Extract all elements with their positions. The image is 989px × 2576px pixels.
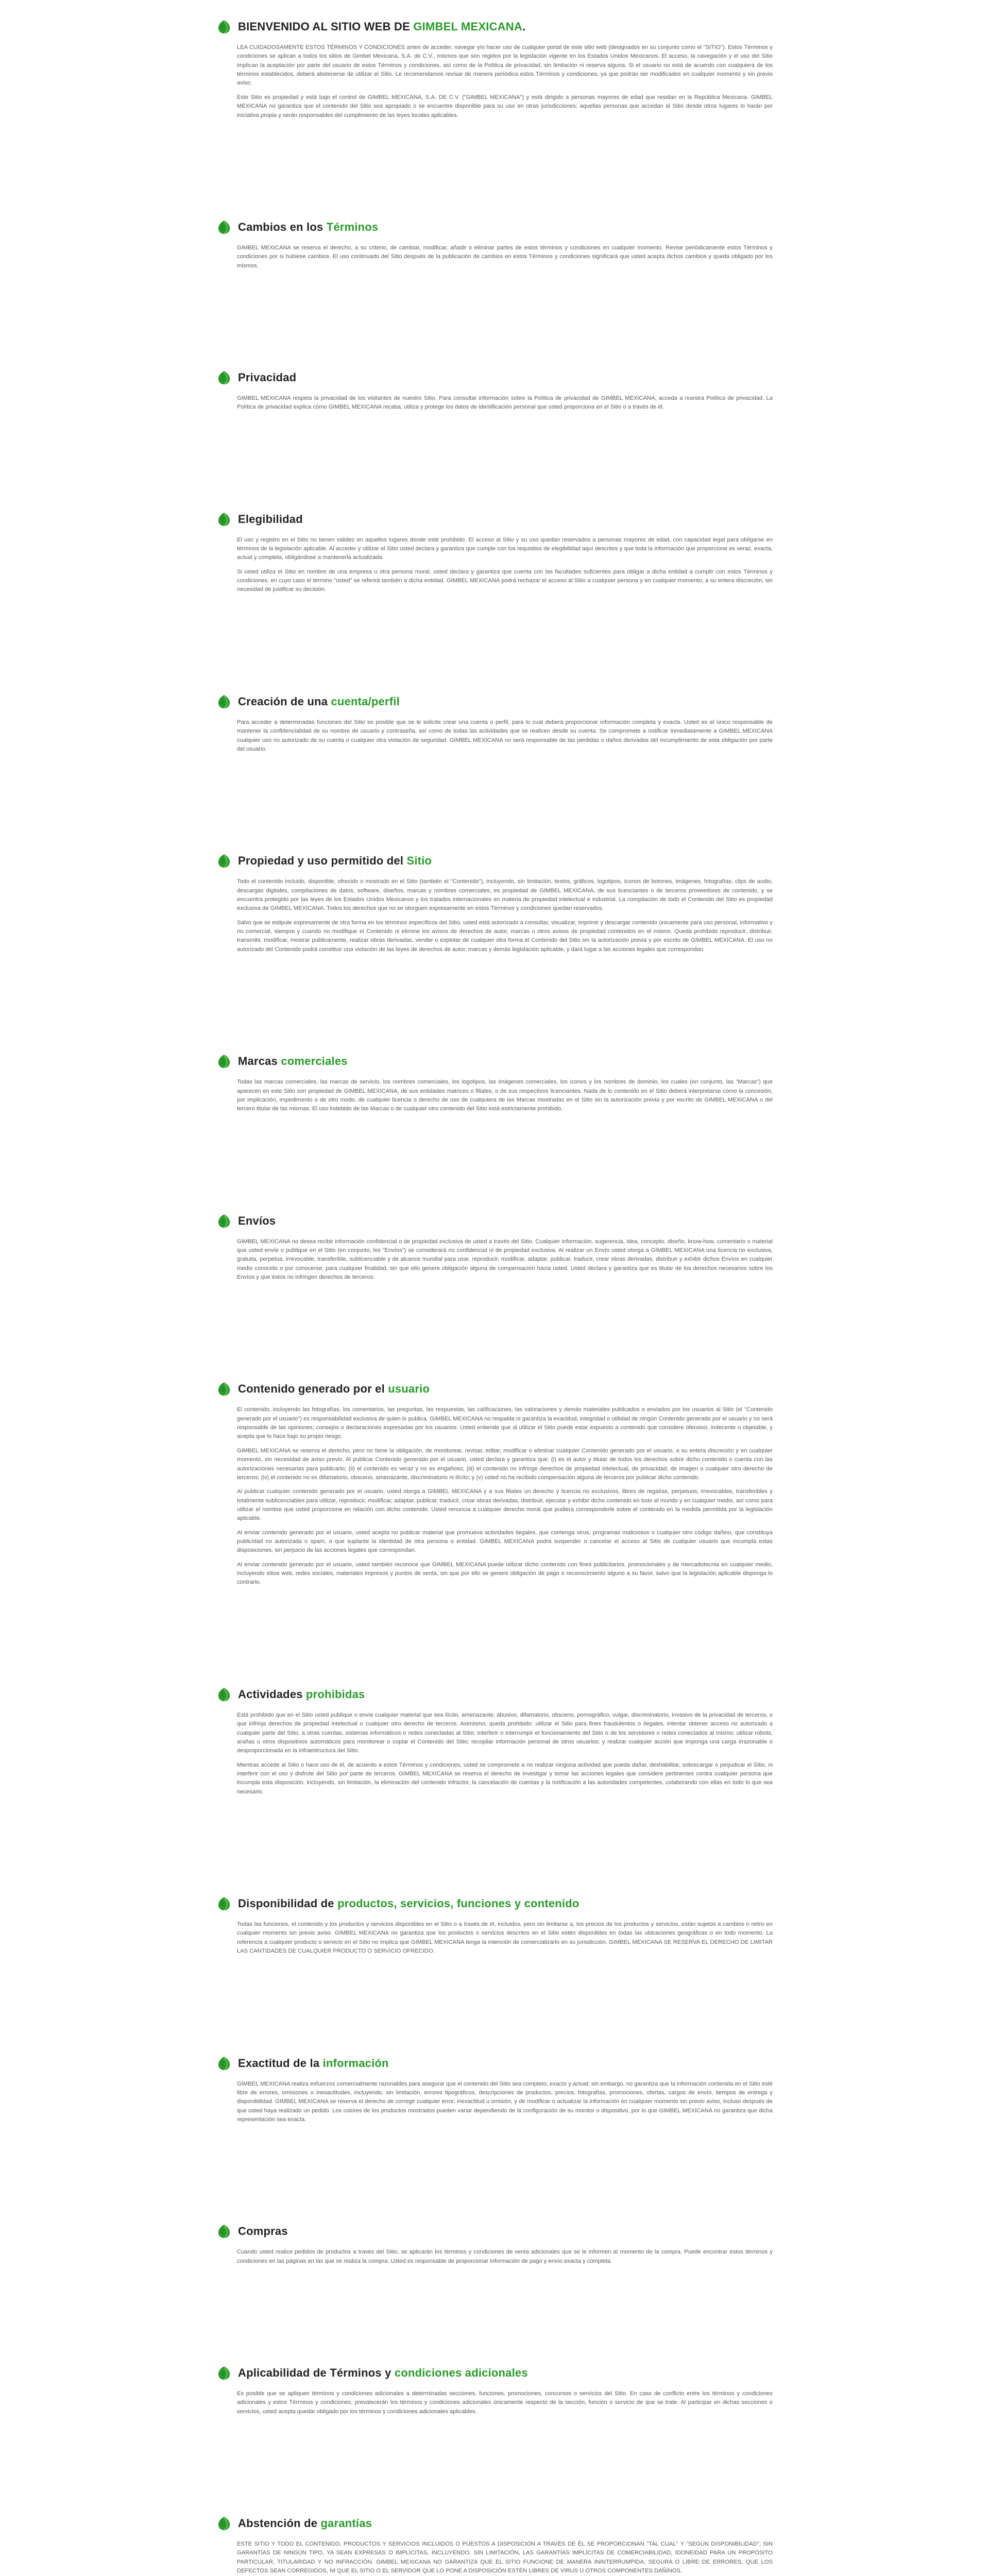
section-title-highlight[interactable]: comerciales	[281, 1055, 348, 1068]
section-title	[238, 1382, 430, 1396]
section-title-highlight[interactable]: usuario	[388, 1382, 430, 1396]
section-title-text: Contenido generado por el	[238, 1382, 388, 1396]
section-paragraph: GIMBEL MEXICANA se reserva el derecho, a su criterio, de cambiar, modificar, añadir o eliminar partes de estos términos y condiciones en cualquier momento. Revise periódicamente estos Términos y condiciones por si hubiese cambios. El uso continuado del Sitio después de la publicación de cambios en estos Términos y condiciones significará que usted acepta dichos cambios y queda obligado por los mismos.	[237, 244, 773, 269]
terms-section-14	[216, 2362, 773, 2416]
section-title-highlight[interactable]: condiciones adicionales	[394, 2366, 528, 2380]
section-title-text: Marcas	[238, 1055, 281, 1068]
terms-section-7	[216, 1050, 773, 1113]
terms-section-8	[216, 1210, 773, 1282]
section-paragraph: El contenido, incluyendo las fotografías, los comentarios, las preguntas, las respuestas, las calificaciones, las valoraciones y demás materiales publicados o enviados por los usuarios al Sitio (el "Contenido generado por el usuario") es responsabilidad exclusiva de quien lo publica. GIMBEL MEXICANA no respalda ni garantiza la exactitud, integridad o utilidad de ningún Contenido generado por el usuario y no será responsable de las opiniones, consejos o declaraciones expresadas por los usuarios. Usted entiende que al utilizar el Sitio puede estar expuesto a contenido que considere ofensivo, indecente u objetable, y acepta que lo hace bajo su propio riesgo.	[237, 1406, 773, 1440]
section-header	[216, 1683, 773, 1706]
leaf-bullet-icon	[216, 694, 232, 709]
section-title	[238, 513, 303, 526]
section-body	[216, 1078, 773, 1113]
section-header	[216, 1892, 773, 1915]
section-title-text: BIENVENIDO AL SITIO WEB DE	[238, 20, 414, 33]
section-paragraph: Cuando usted realice pedidos de productos a través del Sitio, se aplicarán los términos y condiciones de venta adicionales que se le informen al momento de la compra. Puede encontrar estos términos y condiciones en las páginas en las que se realiza la compra. Usted es responsable de proporcionar información de pago y envío exacta y completa.	[237, 2249, 773, 2264]
terms-section-4	[216, 508, 773, 595]
section-body	[216, 2540, 773, 2576]
leaf-bullet-icon	[216, 512, 232, 527]
section-title-highlight[interactable]: información	[322, 2056, 389, 2070]
leaf-bullet-icon	[216, 2056, 232, 2071]
section-paragraph: Si usted utiliza el Sitio en nombre de una empresa u otra persona moral, usted declara y garantiza que cuenta con las facultades suficientes para obligar a dicha entidad a cumplir con estos Términos y condiciones, en cuyo caso el término "usted" se referirá también a dicha entidad. GIMBEL MEXICANA podrá rechazar el acceso al Sitio a cualquier persona y en cualquier momento, a su entera discreción, sin necesidad de justificar su decisión.	[237, 568, 773, 593]
section-header	[216, 1378, 773, 1400]
section-title-text: Creación de una	[238, 694, 331, 708]
section-body	[216, 718, 773, 754]
section-title-text: Compras	[238, 2225, 288, 2238]
section-title	[238, 2366, 528, 2380]
section-title-text: Actividades	[238, 1687, 306, 1701]
section-body	[216, 1920, 773, 1956]
section-title-text: Abstención de	[238, 2517, 321, 2530]
section-title-text: Aplicabilidad de Términos y	[238, 2366, 395, 2380]
section-header	[216, 366, 773, 389]
section-paragraph: Al publicar cualquier contenido generado por el usuario, usted otorga a GIMBEL MEXICANA y a sus filiales un derecho y licencia no exclusivos, libres de regalías, perpetuos, irrevocables, transferibles y totalmente sublicenciables para utilizar, reproducir, modificar, adaptar, publicar, traducir, crear obras derivadas, distribuir, ejecutar y exhibir dicho contenido en todo el mundo y en cualquier medio, así como para utilizar el nombre que usted proporcione en relación con dicho contenido. Usted renuncia a cualquier derecho moral que pudiera corresponderle sobre el contenido en la medida permitida por la legislación aplicable.	[237, 1488, 773, 1522]
section-title-text: Privacidad	[238, 370, 297, 384]
section-body	[216, 1711, 773, 1797]
section-title-text: Propiedad y uso permitido del	[238, 854, 407, 868]
section-title	[238, 854, 432, 868]
section-header	[216, 216, 773, 239]
section-header	[216, 1050, 773, 1073]
section-title	[238, 1055, 348, 1068]
leaf-bullet-icon	[216, 1381, 232, 1397]
section-header	[216, 850, 773, 872]
leaf-bullet-icon	[216, 219, 232, 235]
section-header	[216, 2220, 773, 2243]
section-header	[216, 2052, 773, 2075]
section-title-suffix: .	[522, 20, 526, 33]
section-title-highlight[interactable]: garantías	[320, 2517, 372, 2530]
section-title	[238, 1688, 365, 1701]
section-title	[238, 695, 400, 708]
section-header	[216, 508, 773, 531]
section-header	[216, 15, 773, 38]
section-title-highlight[interactable]: cuenta/perfil	[331, 694, 400, 708]
section-body	[216, 43, 773, 120]
section-paragraph: Mientras accede al Sitio o hace uso de él, de acuerdo a estos Términos y condiciones, usted se compromete a no realizar ninguna actividad que pueda dañar, deshabilitar, sobrecargar o perjudicar el Sitio, ni interferir con el uso y disfrute del Sitio por parte de terceros. GIMBEL MEXICANA se reserva el derecho de investigar y tomar las acciones legales que considere pertinentes contra cualquier persona que incumpla esta disposición, incluyendo, sin limitación, la eliminación del contenido infractor, la cancelación de cuentas y la notificación a las autoridades competentes, colaborando con ellas en todo lo que sea necesario.	[237, 1761, 773, 1795]
section-title-highlight[interactable]: GIMBEL MEXICANA	[413, 20, 522, 33]
section-paragraph: Al enviar contenido generado por el usuario, usted acepta no publicar material que promueva actividades ilegales, que contenga virus, programas maliciosos o cualquier otro código dañino, que constituya publicidad no autorizada o spam, o que suplante la identidad de otra persona o entidad. GIMBEL MEXICANA podrá suspender o cancelar el acceso al Sitio de cualquier usuario que incumpla estas disposiciones, sin perjuicio de las acciones legales que correspondan.	[237, 1529, 773, 1554]
section-title-text: Elegibilidad	[238, 512, 303, 526]
section-title-text: Envíos	[238, 1214, 276, 1227]
section-paragraph: GIMBEL MEXICANA se reserva el derecho, pero no tiene la obligación, de monitorear, revisar, editar, modificar o eliminar cualquier Contenido generado por el usuario, a su entera discreción y en cualquier momento, sin necesidad de aviso previo. Al publicar Contenido generado por el usuario, usted declara y garantiza que: (i) es el autor y titular de todos los derechos sobre dicho contenido o cuenta con las autorizaciones necesarias para publicarlo; (ii) el contenido es veraz y no es engañoso; (iii) el contenido no infringe derechos de propiedad intelectual, de privacidad, de imagen o cualquier otro derecho de terceros; (iv) el contenido no es difamatorio, obsceno, amenazante, discriminatorio ni ilícito; y (v) usted no ha recibido compensación alguna de terceros por publicar dicho contenido.	[237, 1447, 773, 1481]
section-title	[238, 2057, 389, 2070]
section-paragraph: Todas las funciones, el contenido y los productos y servicios disponibles en el Sitio o a través de él, incluidos, pero sin limitarse a, los precios de los productos y servicios, están sujetos a cambios o retiro en cualquier momento sin previo aviso. GIMBEL MEXICANA no garantiza que los productos o servicios descritos en el Sitio estén disponibles en todas las ubicaciones geográficas o en todo momento. La referencia a cualquier producto o servicio en el Sitio no implica que GIMBEL MEXICANA tenga la intención de comercializarlo en su jurisdicción. GIMBEL MEXICANA SE RESERVA EL DERECHO DE LIMITAR LAS CANTIDADES DE CUALQUIER PRODUCTO O SERVICIO OFRECIDO.	[237, 1921, 773, 1955]
section-body	[216, 536, 773, 595]
section-title	[238, 221, 378, 234]
section-header	[216, 2512, 773, 2535]
section-paragraph: El uso y registro en el Sitio no tienen validez en aquellos lugares donde esté prohibido. El acceso al Sitio y su uso quedan reservados a personas mayores de edad, con capacidad legal para obligarse en términos de la legislación aplicable. Al acceder y utilizar el Sitio usted declara y garantiza que cumple con los requisitos de elegibilidad aquí descritos y que toda la información que proporcione es veraz, exacta, actual y completa, obligándose a mantenerla actualizada.	[237, 536, 773, 561]
section-title	[238, 1214, 276, 1228]
leaf-bullet-icon	[216, 1896, 232, 1911]
section-paragraph: Todo el contenido incluido, disponible, ofrecido o mostrado en el Sitio (también el "Contenido"), incluyendo, sin limitación, textos, gráficos, logotipos, íconos de botones, imágenes, fotografías, clips de audio, descargas digitales, compilaciones de datos, software, diseños, marcas y nombres comerciales, es propiedad de GIMBEL MEXICANA, de sus licenciantes o de terceros proveedores de contenido, y se encuentra protegido por las leyes de los Estados Unidos Mexicanos y los tratados internacionales en materia de propiedad intelectual e industrial. La compilación de todo el Contenido del Sitio es propiedad exclusiva de GIMBEL MEXICANA. Todos los derechos que no se otorguen expresamente en estos Términos y condiciones quedan reservados.	[237, 878, 773, 912]
section-paragraph: ESTE SITIO Y TODO EL CONTENIDO, PRODUCTOS Y SERVICIOS INCLUIDOS O PUESTOS A DISPOSICIÓN A TRAVÉS DE ÉL SE PROPORCIONAN "TAL CUAL" Y "SEGÚN DISPONIBILIDAD", SIN GARANTÍAS DE NINGÚN TIPO, YA SEAN EXPRESAS O IMPLÍCITAS, INCLUYENDO, SIN LIMITACIÓN, LAS GARANTÍAS IMPLÍCITAS DE COMERCIABILIDAD, IDONEIDAD PARA UN PROPÓSITO PARTICULAR, TITULARIDAD Y NO INFRACCIÓN. GIMBEL MEXICANA NO GARANTIZA QUE EL SITIO FUNCIONE DE MANERA ININTERRUMPIDA, SEGURA O LIBRE DE ERRORES, QUE LOS DEFECTOS SEAN CORREGIDOS, NI QUE EL SITIO O EL SERVIDOR QUE LO PONE A DISPOSICIÓN ESTÉN LIBRES DE VIRUS U OTROS COMPONENTES DAÑINOS.	[237, 2541, 773, 2574]
section-paragraph: Salvo que se estipule expresamente de otra forma en los términos específicos del Sitio, usted está autorizado a consultar, visualizar, imprimir y descargar contenido únicamente para uso personal, informativo y no comercial, siempre y cuando no modifique el Contenido ni elimine los avisos de derechos de autor, marcas u otros avisos de propiedad contenidos en el mismo. Queda prohibido reproducir, distribuir, transmitir, modificar, mostrar públicamente, realizar obras derivadas, vender o explotar de cualquier otra forma el Contenido del Sitio sin la autorización previa y por escrito de GIMBEL MEXICANA. El uso no autorizado del Contenido podrá constituir una violación de las leyes de derechos de autor, marcas y demás legislación aplicable, y dará lugar a las acciones legales que correspondan.	[237, 919, 773, 953]
terms-section-12	[216, 2052, 773, 2125]
leaf-bullet-icon	[216, 19, 232, 35]
leaf-bullet-icon	[216, 2224, 232, 2239]
section-title-highlight[interactable]: productos, servicios, funciones y contenido	[337, 1897, 579, 1910]
leaf-bullet-icon	[216, 1054, 232, 1069]
section-header	[216, 2362, 773, 2384]
section-title-text: Disponibilidad de	[238, 1897, 338, 1910]
section-body	[216, 2389, 773, 2416]
terms-section-6	[216, 850, 773, 954]
terms-section-1	[216, 15, 773, 120]
terms-section-13	[216, 2220, 773, 2266]
section-body	[216, 1405, 773, 1587]
section-title-text: Exactitud de la	[238, 2056, 323, 2070]
section-body	[216, 1238, 773, 1282]
section-title-text: Cambios en los	[238, 220, 327, 233]
section-body	[216, 394, 773, 412]
terms-document	[216, 15, 773, 2576]
section-paragraph: GIMBEL MEXICANA respeta la privacidad de los visitantes de nuestro Sitio. Para consultar información sobre la Política de privacidad de GIMBEL MEXICANA, acceda a nuestra Política de privacidad. La Política de privacidad explica cómo GIMBEL MEXICANA recaba, utiliza y protege los datos de identificación personal que usted proporciona en el Sitio o a través de él.	[237, 395, 773, 411]
terms-section-2	[216, 216, 773, 270]
leaf-bullet-icon	[216, 853, 232, 869]
section-title-highlight[interactable]: Sitio	[406, 854, 432, 868]
section-paragraph: Para acceder a determinadas funciones del Sitio es posible que se le solicite crear una cuenta o perfil, para lo cual deberá proporcionar información completa y exacta. Usted es el único responsable de mantener la confidencialidad de su nombre de usuario y contraseña, así como de todas las actividades que se realicen desde su cuenta. Se compromete a notificar inmediatamente a GIMBEL MEXICANA cualquier uso no autorizado de su cuenta o cualquier otra violación de seguridad. GIMBEL MEXICANA no será responsable de las pérdidas o daños derivados del incumplimiento de esta obligación por parte del usuario.	[237, 719, 773, 752]
section-paragraph: LEA CUIDADOSAMENTE ESTOS TÉRMINOS Y CONDICIONES antes de acceder, navegar y/o hacer uso de cualquier portal de este sitio web (designados en su conjunto como el "SITIO"). Estos Términos y condiciones se aplican a todos los sitios de Gimbel Mexicana, S.A. de C.V., mismos que son regidos por la legislación vigente en los Estados Unidos Mexicanos. El acceso, la navegación y el uso del Sitio implican la aceptación por parte del usuario de estos Términos y condiciones, así como de la Política de privacidad, sin limitación ni reserva alguna. Si el usuario no está de acuerdo con cualquiera de los términos establecidos, deberá abstenerse de utilizar el Sitio. Le recomendamos revisar de manera periódica estos Términos y condiciones, ya que podrán ser modificados en cualquier momento y sin previo aviso.	[237, 44, 773, 87]
leaf-bullet-icon	[216, 370, 232, 385]
section-title-highlight[interactable]: Términos	[326, 220, 379, 233]
section-title	[238, 2517, 372, 2530]
section-paragraph: Al enviar contenido generado por el usuario, usted también reconoce que GIMBEL MEXICANA puede utilizar dicho contenido con fines publicitarios, promocionales y de mercadotecnia en cualquier medio, incluyendo sitios web, redes sociales, materiales impresos y puntos de venta, sin que por ello se genere obligación de pago o reconocimiento alguno a su favor, salvo que la legislación aplicable disponga lo contrario.	[237, 1561, 773, 1586]
section-header	[216, 690, 773, 713]
terms-section-3	[216, 366, 773, 412]
leaf-bullet-icon	[216, 2516, 232, 2531]
section-title	[238, 2225, 288, 2238]
terms-section-10	[216, 1683, 773, 1797]
terms-section-11	[216, 1892, 773, 1956]
section-paragraph: Es posible que se apliquen términos y condiciones adicionales a determinadas secciones, funciones, promociones, concursos o servicios del Sitio. En caso de conflicto entre los términos y condiciones adicionales y estos Términos y condiciones, prevalecerán los términos y condiciones adicionales únicamente respecto de la sección, función o servicio de que se trate. Al participar en dichas secciones o servicios, usted acepta quedar obligado por los términos y condiciones adicionales aplicables.	[237, 2391, 773, 2415]
section-title	[238, 20, 525, 33]
section-paragraph: Está prohibido que en el Sitio usted publique o envíe cualquier material que sea ilícito, amenazante, abusivo, difamatorio, obsceno, pornográfico, vulgar, discriminatorio, invasivo de la privacidad de terceros, o que infrinja derechos de propiedad intelectual o cualquier otro derecho de terceros. Asimismo, queda prohibido: utilizar el Sitio para fines fraudulentos o ilegales; intentar obtener acceso no autorizado a cualquier parte del Sitio, a otras cuentas, sistemas informáticos o redes conectadas al Sitio; interferir o interrumpir el funcionamiento del Sitio o de los servidores o redes conectados al mismo; utilizar robots, arañas u otros dispositivos automáticos para monitorear o copiar el Contenido del Sitio; recopilar información personal de otros usuarios; y realizar cualquier acción que imponga una carga irrazonable o desproporcionada en la infraestructura del Sitio.	[237, 1711, 773, 1754]
section-paragraph: GIMBEL MEXICANA realiza esfuerzos comercialmente razonables para asegurar que el contenido del Sitio sea completo, exacto y actual; sin embargo, no garantiza que la información contenida en el Sitio esté libre de errores, omisiones o inexactitudes, incluyendo, sin limitación, errores tipográficos, descripciones de productos, precios, fotografías, promociones, ofertas, cargos de envío, tiempos de entrega y disponibilidad. GIMBEL MEXICANA se reserva el derecho de corregir cualquier error, inexactitud u omisión, y de modificar o actualizar la información en cualquier momento sin previo aviso, incluso después de que usted haya realizado un pedido. Los colores de los productos mostrados pueden variar dependiendo de la configuración de su monitor o dispositivo, por lo que GIMBEL MEXICANA no garantiza que dicha representación sea exacta.	[237, 2080, 773, 2123]
section-title	[238, 371, 296, 384]
section-header	[216, 1210, 773, 1232]
leaf-bullet-icon	[216, 2365, 232, 2381]
section-paragraph: Este Sitio es propiedad y está bajo el control de GIMBEL MEXICANA, S.A. DE C.V. ("GIMBEL MEXICANA") y está dirigido a personas mayores de edad que residan en la República Mexicana. GIMBEL MEXICANA no garantiza que el contenido del Sitio sea apropiado o se encuentre disponible para su uso en otras jurisdicciones; aquellas personas que accedan al Sitio desde otros lugares lo harán por iniciativa propia y serán responsables del cumplimiento de las leyes locales aplicables.	[237, 94, 773, 118]
section-body	[216, 877, 773, 954]
section-paragraph: Todas las marcas comerciales, las marcas de servicio, los nombres comerciales, los logotipos, las imágenes comerciales, los iconos y los nombres de dominio, los cuales (en conjunto, las "Marcas") que aparecen en este Sitio son propiedad de GIMBEL MEXICANA, de sus entidades matrices o filiales, o de sus respectivos licenciantes. Nada de lo contenido en el Sitio deberá interpretarse como la concesión, por implicación, impedimento o de otro modo, de cualquier licencia o derecho de uso de cualquiera de las Marcas mostradas en el Sitio sin la autorización previa y por escrito de GIMBEL MEXICANA o del tercero titular de las mismas. El uso indebido de las Marcas o de cualquier otro contenido del Sitio está estrictamente prohibido.	[237, 1079, 773, 1112]
section-title	[238, 1897, 579, 1910]
section-paragraph: GIMBEL MEXICANA no desea recibir información confidencial o de propiedad exclusiva de usted a través del Sitio. Cualquier información, sugerencia, idea, concepto, diseño, know-how, comentario o material que usted envíe o publique en el Sitio (en conjunto, los "Envíos") se considerará no confidencial ni de propiedad exclusiva. Al realizar un Envío usted otorga a GIMBEL MEXICANA una licencia no exclusiva, gratuita, perpetua, irrevocable, transferible, sublicenciable y de alcance mundial para usar, reproducir, modificar, adaptar, publicar, traducir, crear obras derivadas, distribuir y exhibir dichos Envíos en cualquier medio conocido o por conocerse, para cualquier finalidad, sin que ello genere obligación alguna de compensación hacia usted. Usted declara y garantiza que es titular de los derechos necesarios sobre los Envíos y que éstos no infringen derechos de terceros.	[237, 1238, 773, 1281]
section-title-highlight[interactable]: prohibidas	[306, 1687, 365, 1701]
section-body	[216, 2248, 773, 2266]
terms-section-5	[216, 690, 773, 754]
leaf-bullet-icon	[216, 1213, 232, 1229]
section-body	[216, 244, 773, 270]
leaf-bullet-icon	[216, 1687, 232, 1702]
section-body	[216, 2080, 773, 2125]
terms-section-15	[216, 2512, 773, 2576]
terms-section-9	[216, 1378, 773, 1587]
